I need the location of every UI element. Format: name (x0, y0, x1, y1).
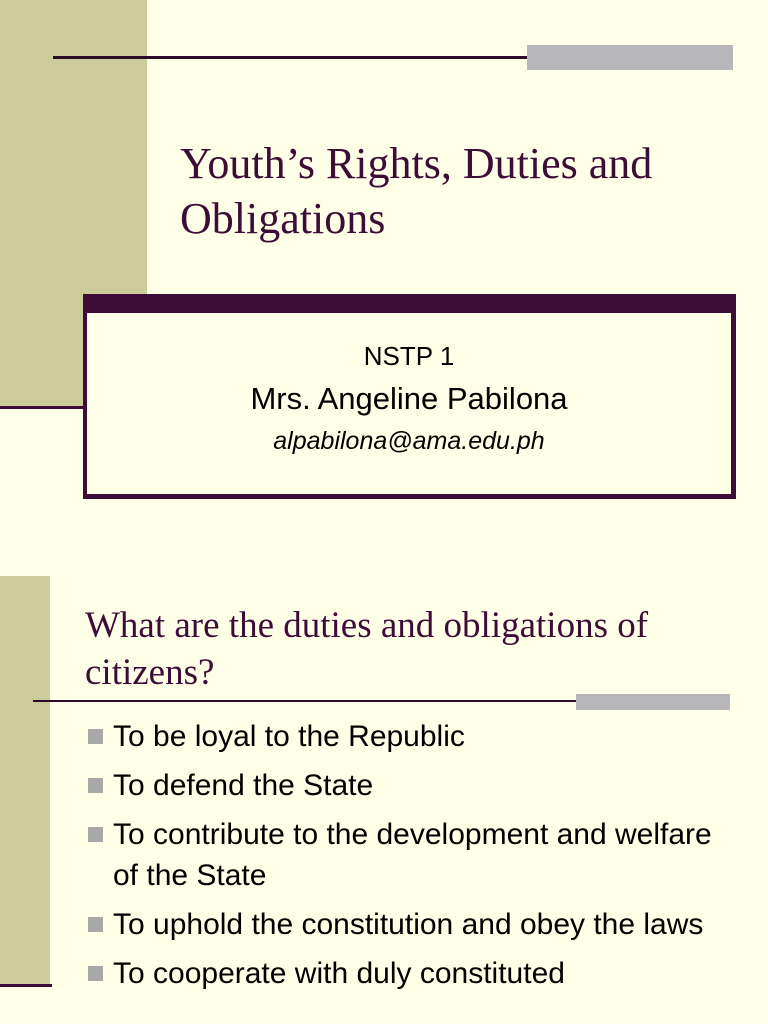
list-item-text: To uphold the constitution and obey the laws (113, 908, 704, 941)
subtitle-box-inner (87, 313, 731, 494)
sidebar-panel (0, 576, 50, 986)
square-bullet-icon (88, 917, 103, 932)
bullet-list (86, 716, 736, 1002)
title-accent-bar (576, 694, 730, 710)
list-item (86, 814, 736, 896)
list-item-text: To cooperate with duly constituted (113, 957, 565, 990)
top-accent-bar (527, 45, 733, 70)
list-item (86, 716, 736, 757)
course-code: NSTP 1 (363, 341, 455, 371)
square-bullet-icon (88, 827, 103, 842)
teacher-name: Mrs. Angeline Pabilona (250, 381, 568, 416)
square-bullet-icon (88, 729, 103, 744)
left-rule (0, 984, 52, 987)
list-item (86, 765, 736, 806)
list-item (86, 953, 736, 994)
teacher-email: alpabilona@ama.edu.ph (273, 427, 545, 455)
list-item-text: To defend the State (113, 769, 374, 802)
slide-gap (0, 560, 768, 576)
list-item (86, 904, 736, 945)
content-slide (0, 576, 768, 1024)
slide-title: Youth’s Rights, Duties and Obligations (180, 139, 653, 243)
subtitle-box (83, 294, 736, 499)
square-bullet-icon (88, 778, 103, 793)
slide-title: What are the duties and obligations of citizens? (85, 605, 649, 693)
list-item-text: To be loyal to the Republic (113, 720, 465, 753)
list-item-text: To contribute to the development and welfare of the State (113, 818, 712, 892)
left-rule (0, 406, 86, 409)
square-bullet-icon (88, 966, 103, 981)
